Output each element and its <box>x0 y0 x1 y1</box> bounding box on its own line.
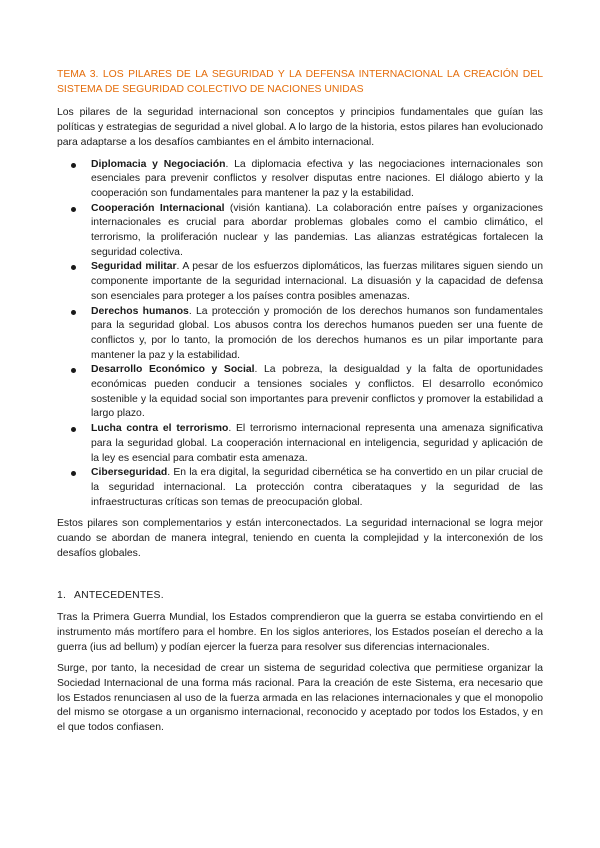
pillar-text: . En la era digital, la seguridad cibernética se ha convertido en un pilar crucial de la seguridad internacional. La protección contra ciberataques y la seguridad de las infraestructuras críticas son temas de preocupación global. <box>91 467 543 508</box>
document-page <box>57 68 543 743</box>
list-item <box>91 363 543 422</box>
conclusion-paragraph: Estos pilares son complementarios y están interconectados. La seguridad internacional se logra mejor cuando se abordan de manera integral, teniendo en cuenta la complejidad y la interconexión de los desafíos globales. <box>57 518 543 559</box>
section-paragraph: Surge, por tanto, la necesidad de crear un sistema de seguridad colectiva que permitiese organizar la Sociedad Internacional de una forma más racional. Para la creación de este Sistema, era necesario que los Estados renunciasen al uso de la fuerza armada en las relaciones internacionales y que el monopolio del mismo se otorgase a un organismo internacional, reconocido y aceptado por todos los Estados, y en el que todos confiasen. <box>57 663 543 734</box>
bullet-icon <box>71 207 76 212</box>
pillar-text: . La protección y promoción de los derechos humanos son fundamentales para la seguridad global. Los abusos contra los derechos humanos pueden ser una fuente de conflictos y, por lo tanto, la promoción de los derechos humanos es un pilar importante para mantener la paz y la estabilidad. <box>91 305 543 361</box>
pillar-term: Diplomacia y Negociación <box>91 158 226 170</box>
bullet-icon <box>71 310 76 315</box>
list-item <box>91 466 543 510</box>
pillar-text: . A pesar de los esfuerzos diplomáticos, las fuerzas militares siguen siendo un componente importante de la seguridad internacional. La disuasión y la capacidad de defensa son esenciales para proteger a los países contra posibles amenazas. <box>91 261 543 302</box>
section-title: ANTECEDENTES. <box>74 589 164 601</box>
bullet-icon <box>71 163 76 168</box>
list-item <box>91 422 543 466</box>
pillar-text: (visión kantiana). La colaboración entre países y organizaciones internacionales es crucial para abordar problemas globales como el cambio climático, el terrorismo, la proliferación nuclear y las pandemias. Las alianzas estratégicas fortalecen la seguridad colectiva. <box>91 202 543 258</box>
pillar-term: Lucha contra el terrorismo <box>91 423 229 435</box>
document-title: TEMA 3. LOS PILARES DE LA SEGURIDAD Y LA DEFENSA INTERNACIONAL LA CREACIÓN DEL SISTEMA DE SEGURIDAD COLECTIVO DE NACIONES UNIDAS <box>57 69 543 95</box>
bullet-icon <box>71 471 76 476</box>
pillar-term: Desarrollo Económico y Social <box>91 364 255 376</box>
pillar-text: . El terrorismo internacional representa una amenaza significativa para la seguridad global. La cooperación internacional en inteligencia, seguridad y aplicación de la ley es esencial para combatir esta amenaza. <box>91 423 543 464</box>
intro-paragraph: Los pilares de la seguridad internacional son conceptos y principios fundamentales que guían las políticas y estrategias de seguridad a nivel global. A lo largo de la historia, estos pilares han evolucionado para adaptarse a los desafíos cambiantes en el ámbito internacional. <box>57 107 543 148</box>
bullet-icon <box>71 265 76 270</box>
pillar-term: Cooperación Internacional <box>91 202 225 214</box>
pillar-term: Seguridad militar <box>91 261 177 273</box>
section-heading <box>57 589 543 604</box>
pillars-list <box>57 158 543 511</box>
pillar-term: Ciberseguridad <box>91 467 168 479</box>
list-item <box>91 202 543 261</box>
list-item <box>91 305 543 364</box>
section-paragraph: Tras la Primera Guerra Mundial, los Estados comprendieron que la guerra se estaba convirtiendo en el instrumento más mortífero para el hombre. En los siglos anteriores, los Estados poseían el derecho a la guerra (ius ad bellum) y podían ejercer la fuerza para resolver sus diferencias internacionales. <box>57 612 543 653</box>
pillar-text: . La pobreza, la desigualdad y la falta de oportunidades económicas pueden conducir a tensiones sociales y conflictos. El desarrollo económico sostenible y la equidad social son importantes para prevenir conflictos y promover la estabilidad a largo plazo. <box>91 364 543 420</box>
bullet-icon <box>71 427 76 432</box>
section-number: 1. <box>57 589 67 601</box>
list-item <box>91 158 543 202</box>
list-item <box>91 260 543 304</box>
pillar-term: Derechos humanos <box>91 305 189 317</box>
bullet-icon <box>71 368 76 373</box>
pillar-text: . La diplomacia efectiva y las negociaciones internacionales son esenciales para prevenir conflictos y resolver disputas entre naciones. El diálogo abierto y la cooperación son fundamentales para mantener la paz y la estabilidad. <box>91 158 543 199</box>
